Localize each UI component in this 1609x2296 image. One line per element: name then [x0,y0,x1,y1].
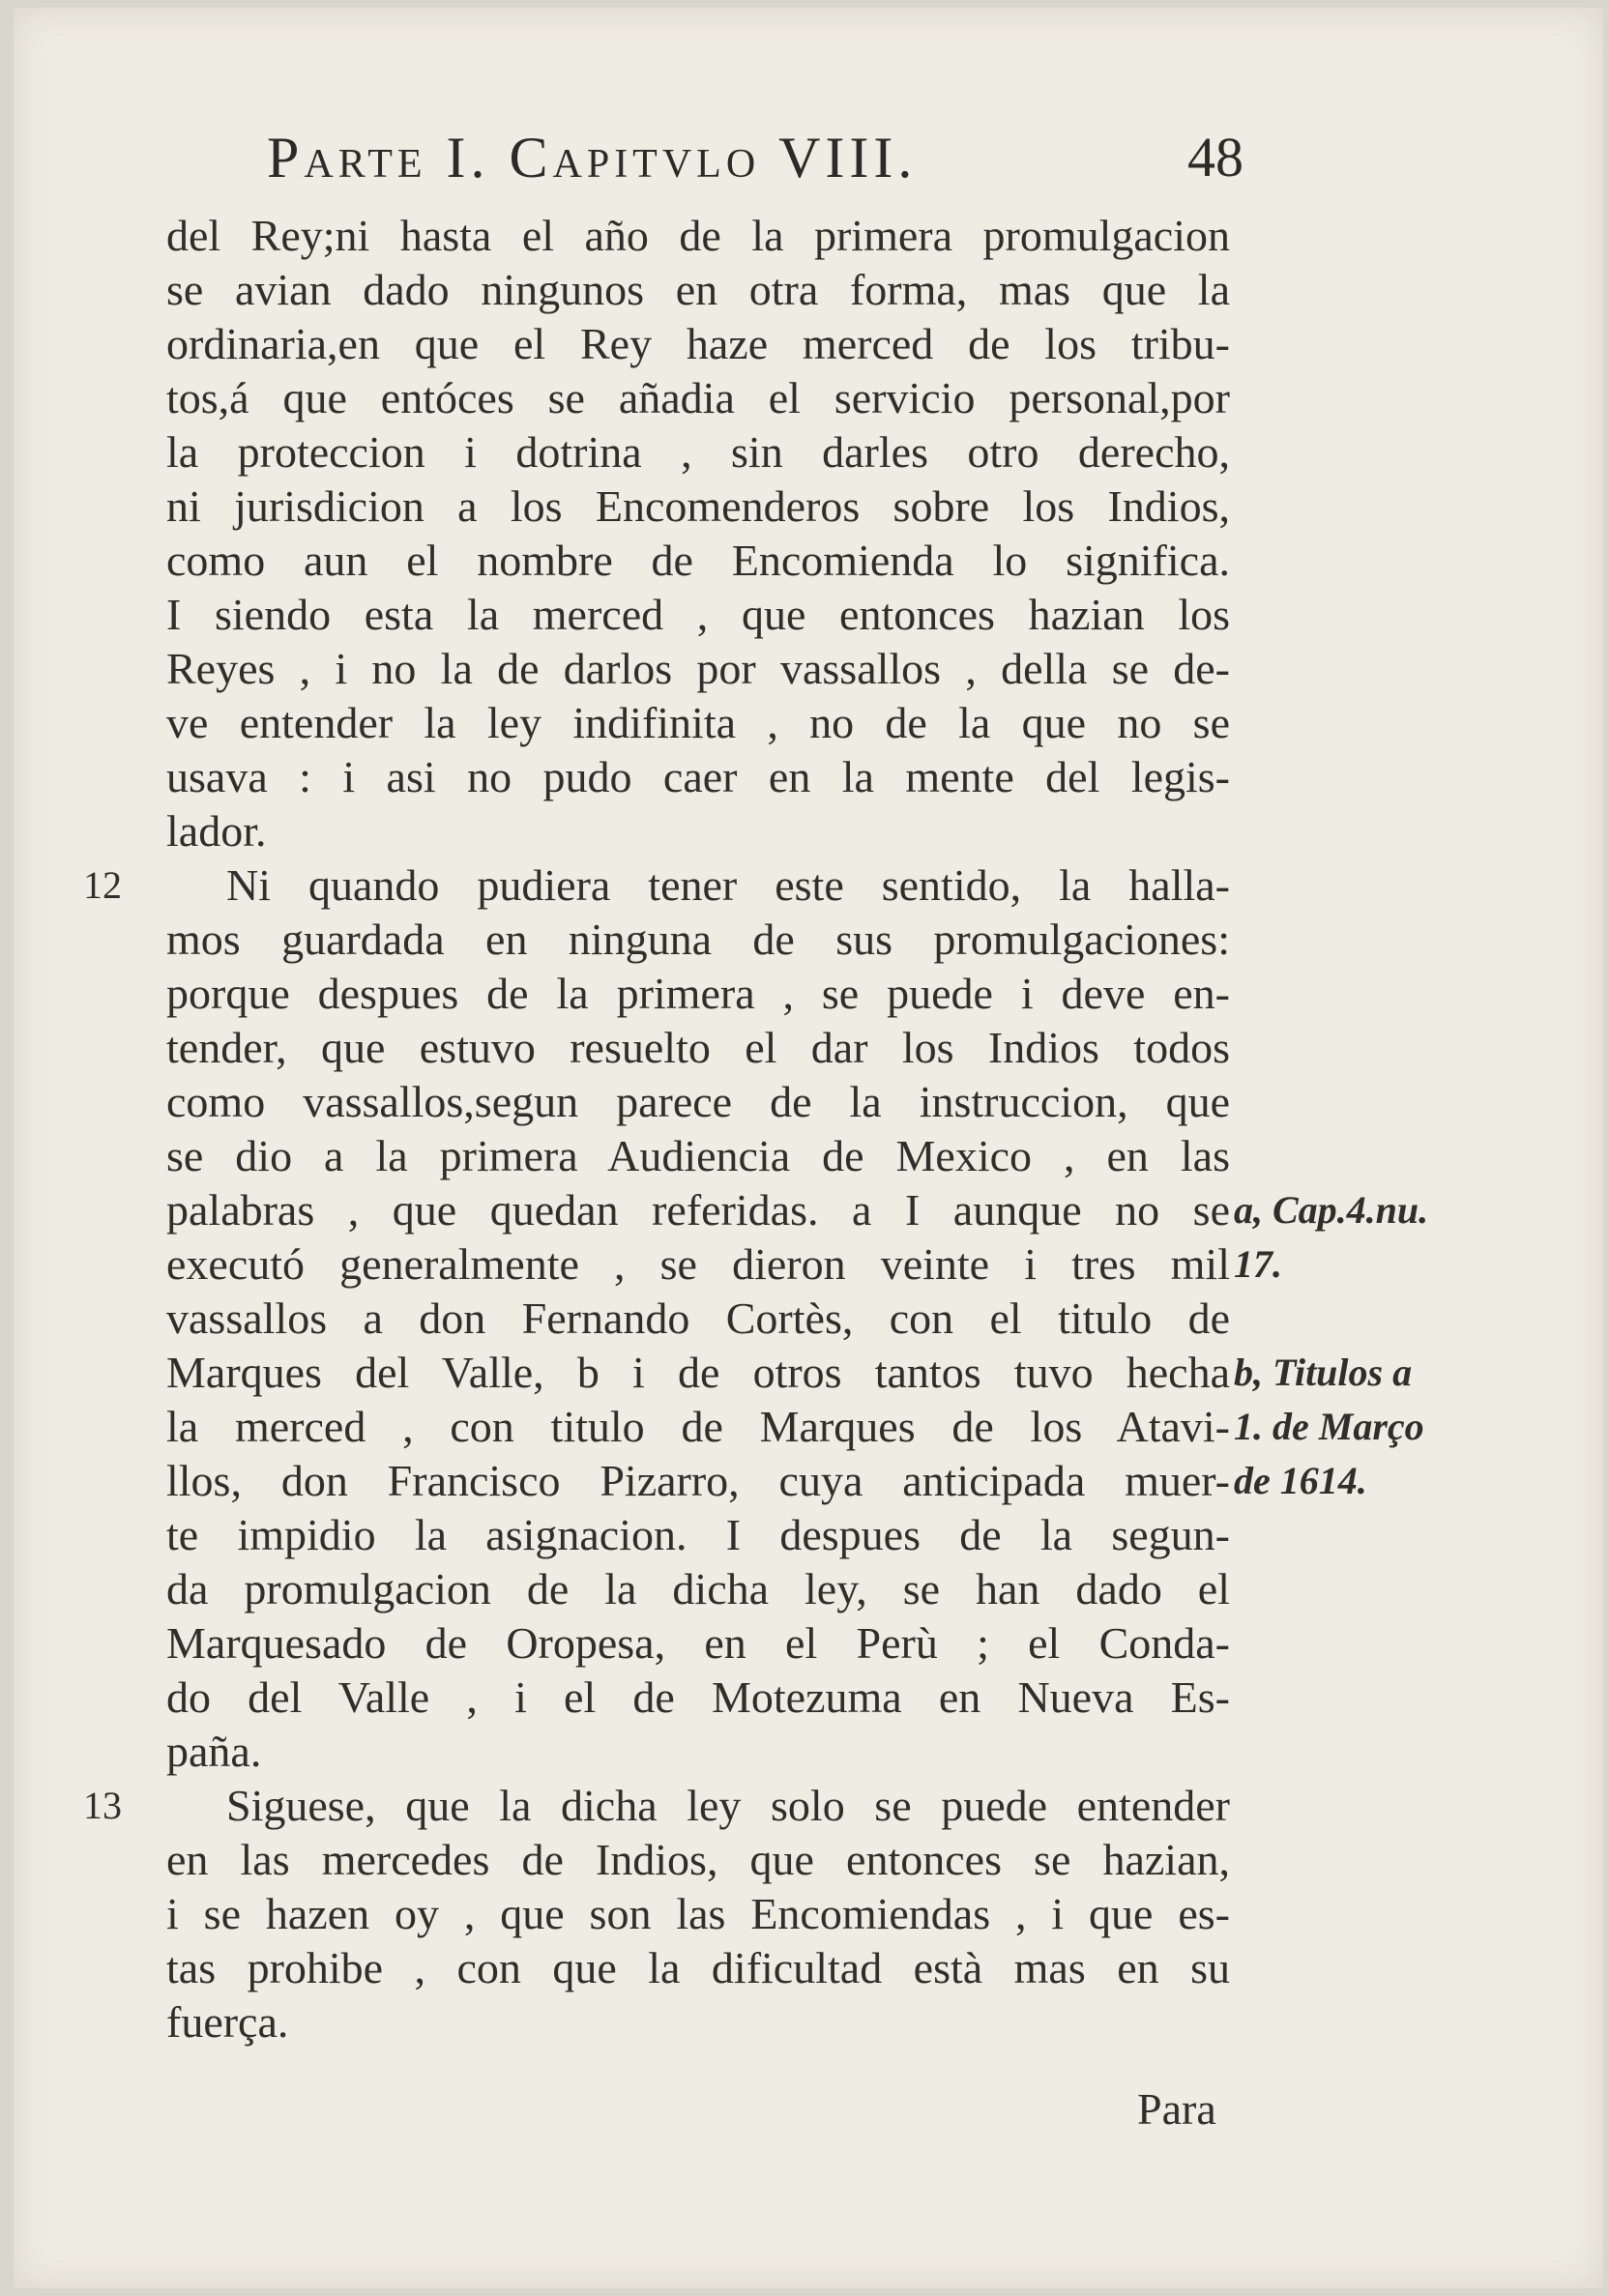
text-line: Marquesado de Oropesa, en el Perù ; el Conda- [166,1618,1230,1668]
marginal-note: b, Titulos a [1234,1351,1413,1394]
text-line: Marques del Valle, b i de otros tantos tuvo hecha [166,1348,1230,1397]
text-line: palabras , que quedan referidas. a I aunque no se [166,1185,1230,1235]
text-line: como vassallos,segun parece de la instruccion, que [166,1077,1230,1126]
text-line: porque despues de la primera , se puede i deve en- [166,969,1230,1018]
page-number: 48 [1187,126,1243,189]
text-line: te impidio la asignacion. I despues de la segun- [166,1510,1230,1559]
marginal-note: 1. de Março [1234,1405,1424,1448]
marginal-note: de 1614. [1234,1459,1367,1502]
paragraph-number: 13 [83,1784,122,1827]
running-head [267,122,1243,193]
marginal-note: a, Cap.4.nu. [1234,1188,1429,1232]
text-line: ve entender la ley indifinita , no de la que no se [166,698,1230,747]
text-line: como aun el nombre de Encomienda lo significa. [166,536,1230,585]
text-line: Ni quando pudiera tener este sentido, la halla- [226,860,1230,910]
text-line: llos, don Francisco Pizarro, cuya anticipada muer- [166,1456,1230,1505]
text-line: paña. [166,1727,262,1776]
text-line: se dio a la primera Audiencia de Mexico , en las [166,1131,1230,1180]
text-line: la proteccion i dotrina , sin darles otro derecho, [166,427,1230,477]
text-line: tos,á que entóces se añadia el servicio personal,por [166,373,1230,422]
text-line: tender, que estuvo resuelto el dar los Indios todos [166,1023,1230,1072]
text-line: Siguese, que la dicha ley solo se puede entender [226,1781,1230,1830]
text-line: la merced , con titulo de Marques de los Atavi- [166,1402,1230,1451]
text-line: en las mercedes de Indios, que entonces se hazian, [166,1835,1230,1884]
text-line: vassallos a don Fernando Cortès, con el titulo de [166,1293,1230,1343]
text-line: da promulgacion de la dicha ley, se han dado el [166,1564,1230,1613]
text-line: del Rey;ni hasta el año de la primera promulgacion [166,211,1230,260]
chapter-title: Parte I. Capitvlo VIII. [267,126,918,189]
text-line: Reyes , i no la de darlos por vassallos , della se de- [166,644,1230,693]
text-line: i se hazen oy , que son las Encomiendas , i que es- [166,1889,1230,1938]
text-line: usava : i asi no pudo caer en la mente del legis- [166,752,1230,801]
text-line: lador. [166,806,267,856]
text-line: fuerça. [166,1997,289,2047]
marginal-note: 17. [1234,1242,1282,1286]
text-line: ni jurisdicion a los Encomenderos sobre los Indios, [166,481,1230,531]
body-text [166,209,1230,2049]
text-line: ordinaria,en que el Rey haze merced de los tribu- [166,319,1230,368]
text-line: se avian dado ningunos en otra forma, mas que la [166,265,1230,314]
text-line: I siendo esta la merced , que entonces hazian los [166,590,1230,639]
text-line: do del Valle , i el de Motezuma en Nueva Es- [166,1672,1230,1722]
catchword: Para [1137,2084,1216,2134]
text-line: executó generalmente , se dieron veinte i tres mil [166,1239,1230,1289]
book-page [14,8,1603,2288]
text-line: tas prohibe , con que la dificultad està mas en su [166,1943,1230,1992]
text-line: mos guardada en ninguna de sus promulgaciones: [166,915,1230,964]
paragraph-number: 12 [83,863,122,907]
